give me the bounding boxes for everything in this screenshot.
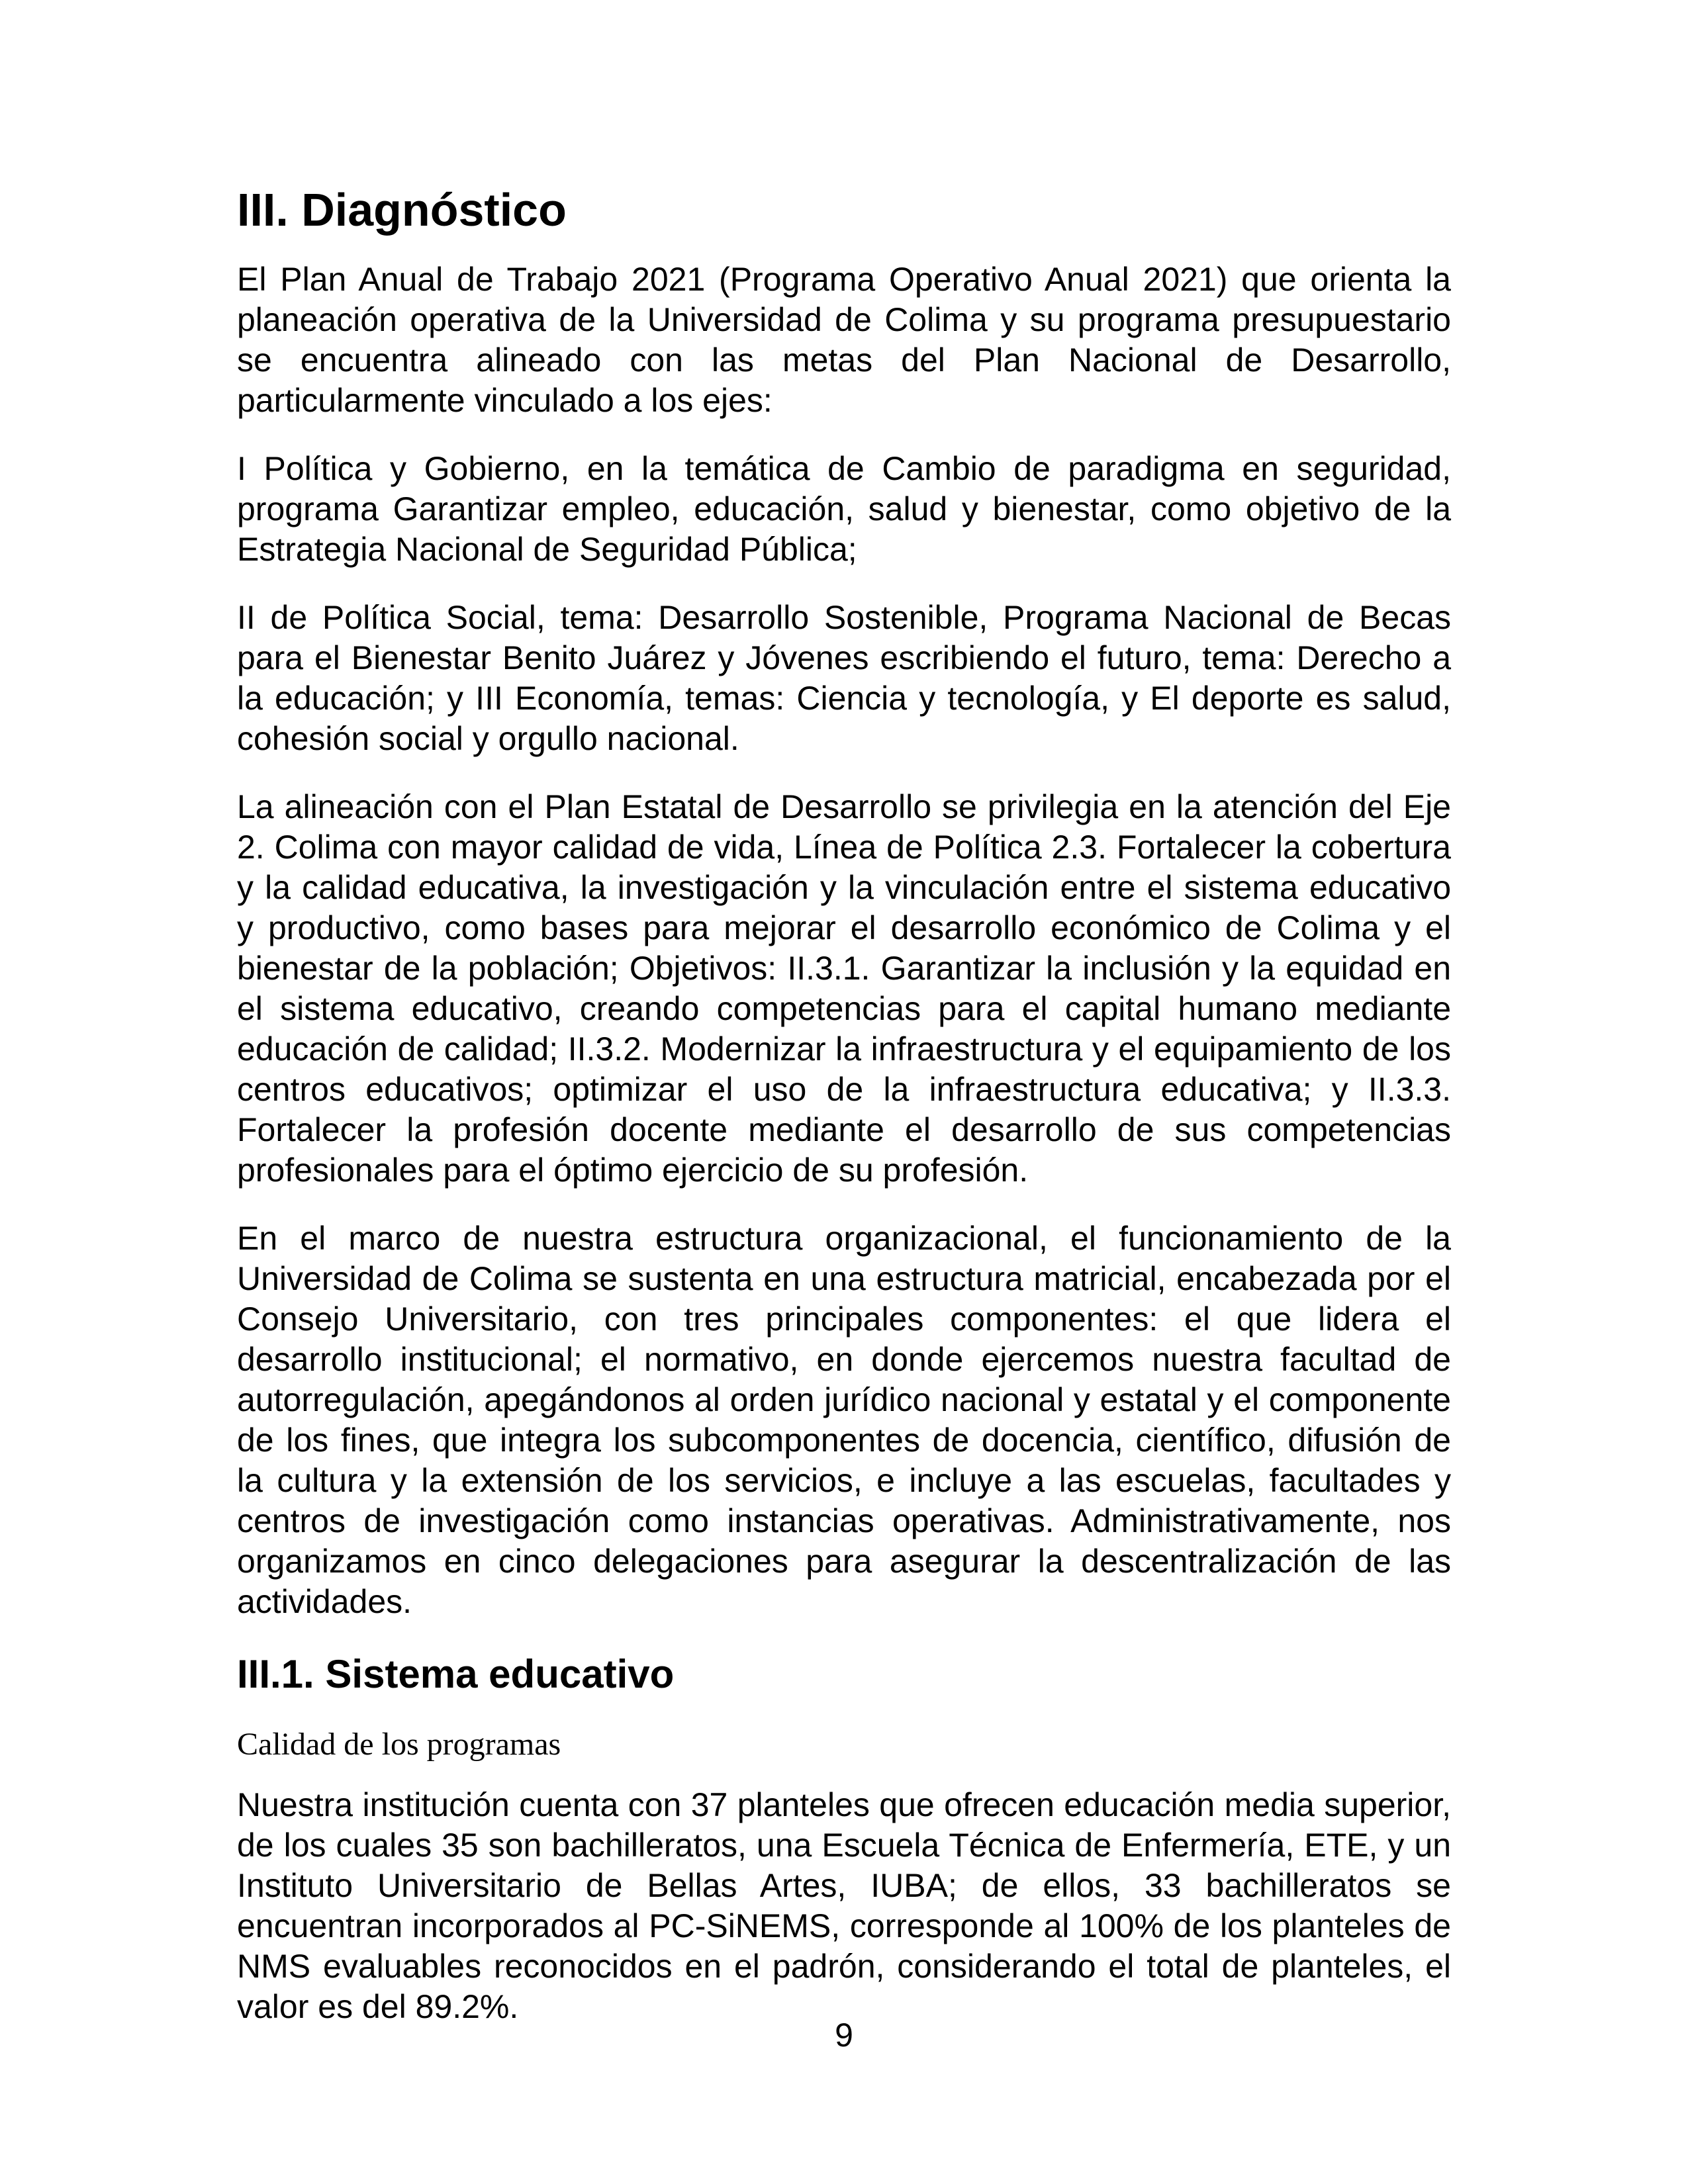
paragraph-eje-politica-social: II de Política Social, tema: Desarrollo Sostenible, Programa Nacional de Becas para el Bienestar Benito Juárez y Jóvenes escribiendo el futuro, tema: Derecho a la educación; y III Economía, temas: Ciencia y tecnología, y El deporte es salud, cohesión social y orgullo nacional.	[237, 599, 1451, 757]
paragraph-alignment-pnd: El Plan Anual de Trabajo 2021 (Programa Operativo Anual 2021) que orienta la planeación operativa de la Universidad de Colima y su programa presupuestario se encuentra alineado con las metas del Plan Nacional de Desarrollo, particularmente vinculado a los ejes:	[237, 261, 1451, 419]
paragraph-plan-estatal: La alineación con el Plan Estatal de Desarrollo se privilegia en la atención del Eje 2. Colima con mayor calidad de vida, Línea de Política 2.3. Fortalecer la cobertura y la calidad educativa, la investigación y la vinculación entre el sistema educativo y productivo, como bases para mejorar el desarrollo económico de Colima y el bienestar de la población; Objetivos: II.3.1. Garantizar la inclusión y la equidad en el sistema educativo, creando competencias para el capital humano mediante educación de calidad; II.3.2. Modernizar la infraestructura y el equipamiento de los centros educativos; optimizar el uso de la infraestructura educativa; y II.3.3. Fortalecer la profesión docente mediante el desarrollo de sus competencias profesionales para el óptimo ejercicio de su profesión.	[237, 788, 1451, 1189]
paragraph-estructura-organizacional: En el marco de nuestra estructura organizacional, el funcionamiento de la Universidad de Colima se sustenta en una estructura matricial, encabezada por el Consejo Universitario, con tres principales componentes: el que lidera el desarrollo institucional; el normativo, en donde ejercemos nuestra facultad de autorregulación, apegándonos al orden jurídico nacional y estatal y el componente de los fines, que integra los subcomponentes de docencia, científico, difusión de la cultura y la extensión de los servicios, e incluye a las escuelas, facultades y centros de investigación como instancias operativas. Administrativamente, nos organizamos en cinco delegaciones para asegurar la descentralización de las actividades.	[237, 1220, 1451, 1620]
page-number: 9	[835, 2017, 853, 2054]
section-subheading: Calidad de los programas	[237, 1727, 561, 1762]
section-heading: III.1. Sistema educativo	[237, 1652, 675, 1696]
paragraph-calidad-programas: Nuestra institución cuenta con 37 planteles que ofrecen educación media superior, de los cuales 35 son bachilleratos, una Escuela Técnica de Enfermería, ETE, y un Instituto Universitario de Bellas Artes, IUBA; de ellos, 33 bachilleratos se encuentran incorporados al PC-SiNEMS, corresponde al 100% de los planteles de NMS evaluables reconocidos en el padrón, considerando el total de planteles, el valor es del 89.2%.	[237, 1786, 1451, 2025]
main-heading: III. Diagnóstico	[237, 184, 567, 236]
paragraph-eje-politica-gobierno: I Política y Gobierno, en la temática de Cambio de paradigma en seguridad, programa Garantizar empleo, educación, salud y bienestar, como objetivo de la Estrategia Nacional de Seguridad Pública;	[237, 450, 1451, 568]
